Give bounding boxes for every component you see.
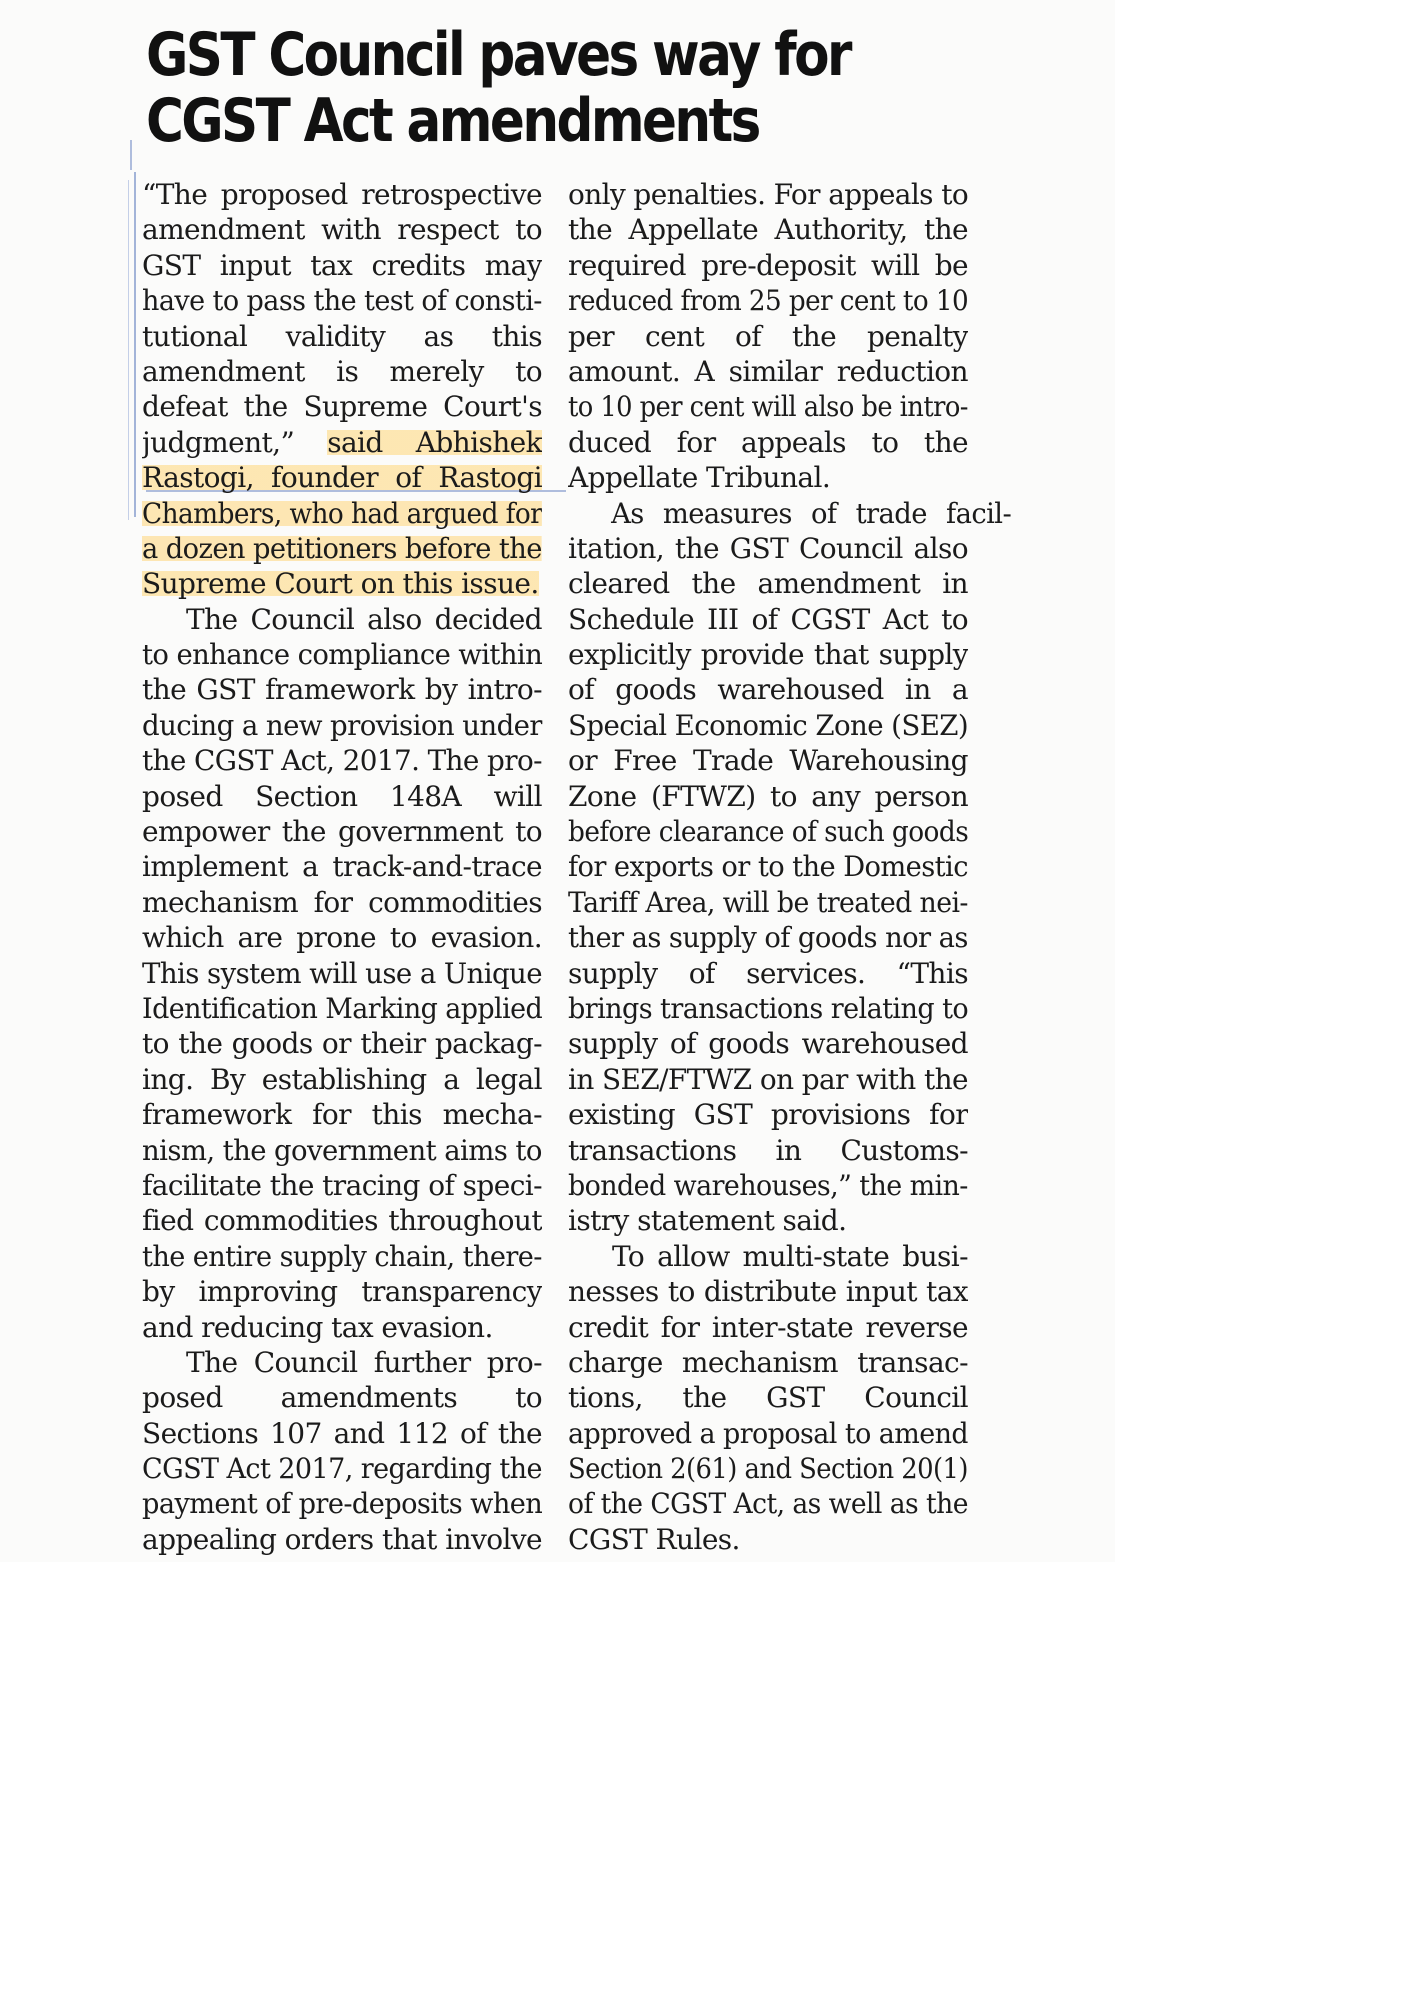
article-text-line	[568, 956, 968, 991]
article-text: The Council also decided	[186, 602, 542, 636]
article-text-line	[142, 779, 542, 814]
article-text-line	[142, 849, 542, 884]
article-text-line	[568, 1345, 968, 1380]
article-text-line	[142, 637, 542, 672]
article-text-line	[568, 814, 968, 849]
article-text-line	[142, 1416, 542, 1451]
article-text-line	[142, 531, 542, 566]
article-text-line	[142, 1522, 542, 1557]
article-text: “The proposed retrospective	[142, 178, 542, 211]
article-text-line	[568, 1522, 968, 1557]
article-text: to 10 per cent will also be intro-	[568, 390, 968, 424]
article-text: CGST Act 2017, regarding the	[142, 1452, 542, 1486]
article-text-line	[142, 1451, 542, 1486]
article-text: As measures of trade facil-	[611, 496, 1012, 530]
article-text-line	[142, 1133, 542, 1168]
pen-annotation-mark	[130, 140, 150, 170]
article-text-line	[142, 1310, 542, 1345]
article-text-line	[142, 354, 542, 389]
headline-line: CGST Act amendments	[146, 86, 759, 156]
article-text: ther as supply of goods nor as	[568, 921, 968, 955]
article-text: itation, the GST Council also	[568, 531, 968, 565]
article-text: Zone (FTWZ) to any person	[568, 779, 968, 813]
article-text-line	[568, 212, 968, 247]
article-text: which are prone to evasion.	[142, 921, 542, 955]
pen-annotation-bracket	[134, 172, 142, 517]
article-text: empower the government to	[142, 815, 542, 849]
highlighted-text: said Abhishek	[327, 425, 542, 459]
article-text: ducing a new provision under	[142, 708, 543, 742]
article-text: Sections 107 and 112 of the	[142, 1416, 542, 1450]
article-text: required pre-deposit will be	[568, 248, 968, 282]
article-text: the entire supply chain, there-	[142, 1239, 542, 1273]
article-text-line	[142, 1239, 542, 1274]
article-text: brings transactions relating to	[568, 991, 969, 1025]
article-text: appealing orders that involve	[142, 1522, 542, 1556]
article-text-line	[568, 1062, 968, 1097]
article-text-line	[568, 425, 968, 460]
article-text: facilitate the tracing of speci-	[142, 1168, 542, 1202]
article-text-line	[142, 1062, 542, 1097]
article-text-line	[568, 708, 968, 743]
article-text: payment of pre-deposits when	[142, 1487, 543, 1521]
article-text-line	[142, 672, 542, 707]
article-text-line	[568, 1310, 968, 1345]
article-text-line	[142, 1274, 542, 1309]
article-text-line	[568, 779, 968, 814]
article-text-line	[568, 1486, 968, 1521]
article-text: judgment,”	[142, 425, 295, 459]
article-text: ing. By establishing a legal	[142, 1062, 542, 1096]
article-text: only penalties. For appeals to	[568, 178, 969, 211]
article-text: istry statement said.	[568, 1204, 847, 1238]
article-text-line	[142, 460, 542, 495]
article-text: Schedule III of CGST Act to	[568, 602, 968, 636]
article-text: This system will use a Unique	[142, 956, 543, 990]
article-text-line	[568, 566, 968, 601]
article-text-line	[142, 814, 542, 849]
article-text-line	[568, 991, 968, 1026]
article-text: implement a track-and-trace	[142, 850, 542, 884]
article-text: the GST framework by intro-	[142, 673, 542, 707]
article-headline	[146, 22, 1046, 154]
article-text-line	[142, 1203, 542, 1238]
article-text: Identification Marking applied	[142, 991, 543, 1025]
article-text: Tariff Area, will be treated nei-	[568, 885, 968, 919]
article-text-line	[568, 460, 968, 495]
article-text: reduced from 25 per cent to 10	[568, 284, 969, 318]
article-text-line	[568, 389, 968, 424]
article-text-line	[142, 177, 542, 212]
article-text: charge mechanism transac-	[568, 1345, 968, 1379]
article-text: by improving transparency	[142, 1275, 542, 1309]
article-text: GST input tax credits may	[142, 248, 542, 282]
article-text: to enhance compliance within	[142, 638, 543, 672]
article-text-line	[568, 1239, 968, 1274]
article-text: existing GST provisions for	[568, 1098, 968, 1132]
article-text: supply of services. “This	[568, 956, 968, 990]
pen-annotation-bracket	[128, 180, 133, 520]
article-text: amount. A similar reduction	[568, 354, 968, 388]
article-text-line	[568, 248, 968, 283]
article-text-line	[142, 1097, 542, 1132]
article-text-line	[142, 566, 542, 601]
article-text-line	[568, 1026, 968, 1061]
article-text-line	[142, 283, 542, 318]
article-text: the CGST Act, 2017. The pro-	[142, 744, 542, 778]
article-text-line	[142, 920, 542, 955]
article-text-line	[568, 1274, 968, 1309]
article-text-line	[568, 1203, 968, 1238]
article-text: framework for this mecha-	[142, 1098, 542, 1132]
highlighted-text: Supreme Court on this issue.	[142, 567, 539, 601]
article-text: supply of goods warehoused	[568, 1027, 968, 1061]
article-text-line	[142, 708, 542, 743]
article-text: per cent of the penalty	[568, 319, 968, 353]
article-text: nism, the government aims to	[142, 1133, 542, 1167]
article-text-line	[568, 177, 968, 212]
article-text-line	[568, 1451, 968, 1486]
article-text-line	[142, 1380, 542, 1415]
article-text: in SEZ/FTWZ on par with the	[568, 1062, 968, 1096]
article-text: and reducing tax evasion.	[142, 1310, 493, 1344]
article-text-line	[142, 743, 542, 778]
article-text-line	[568, 885, 968, 920]
article-text: for exports or to the Domestic	[568, 850, 968, 884]
article-text-line	[568, 1416, 968, 1451]
article-text: have to pass the test of consti-	[142, 284, 542, 318]
article-text-line	[568, 354, 968, 389]
article-text: or Free Trade Warehousing	[568, 744, 968, 778]
article-text: tions, the GST Council	[568, 1381, 968, 1415]
article-text: cleared the amendment in	[568, 567, 968, 601]
article-text-line	[142, 1486, 542, 1521]
article-text-line	[142, 248, 542, 283]
article-text: amendment is merely to	[142, 354, 542, 388]
headline-line: GST Council paves way for	[146, 20, 850, 90]
article-text: credit for inter-state reverse	[568, 1310, 968, 1344]
article-text: the Appellate Authority, the	[568, 213, 968, 247]
article-text-line	[568, 319, 968, 354]
article-column-right	[568, 177, 1012, 1557]
article-text: The Council further pro-	[186, 1345, 542, 1379]
article-text-line	[142, 319, 542, 354]
article-text: approved a proposal to amend	[568, 1416, 969, 1450]
article-text-line	[568, 496, 1011, 531]
article-text: fied commodities throughout	[142, 1204, 542, 1238]
highlighted-text: Chambers, who had argued for	[142, 496, 543, 530]
article-text-line	[142, 1345, 542, 1380]
article-text-line	[568, 602, 968, 637]
article-text: transactions in Customs-	[568, 1133, 968, 1167]
article-text-line	[568, 1133, 968, 1168]
article-text: of goods warehoused in a	[568, 673, 968, 707]
article-text: to the goods or their packag-	[142, 1027, 542, 1061]
article-text-line	[142, 991, 542, 1026]
article-text-line	[142, 956, 542, 991]
article-text: nesses to distribute input tax	[568, 1275, 968, 1309]
article-text-line	[568, 849, 968, 884]
article-text-line	[568, 672, 968, 707]
article-text: defeat the Supreme Court's	[142, 390, 542, 424]
article-text-line	[568, 743, 968, 778]
article-text-line	[142, 389, 542, 424]
article-text-line	[142, 1168, 542, 1203]
article-text: of the CGST Act, as well as the	[568, 1487, 968, 1521]
article-text: duced for appeals to the	[568, 425, 968, 459]
article-text-line	[568, 637, 968, 672]
article-text-line	[142, 496, 542, 531]
article-text-line	[142, 425, 542, 460]
article-text: posed amendments to	[142, 1381, 542, 1415]
highlighted-text: Rastogi, founder of Rastogi	[142, 461, 542, 495]
article-text-line	[568, 920, 968, 955]
article-text-line	[142, 212, 542, 247]
article-text-line	[142, 602, 542, 637]
article-text-line	[568, 1097, 968, 1132]
article-text-line	[568, 1168, 968, 1203]
article-text: before clearance of such goods	[568, 815, 969, 849]
article-text: mechanism for commodities	[142, 885, 542, 919]
article-text: posed Section 148A will	[142, 779, 542, 813]
article-text-line	[568, 1380, 968, 1415]
article-text: tutional validity as this	[142, 319, 542, 353]
article-column-left	[142, 177, 542, 1557]
article-text-line	[142, 885, 542, 920]
article-text: Section 2(61) and Section 20(1)	[568, 1452, 968, 1486]
article-text-line	[142, 1026, 542, 1061]
article-text: CGST Rules.	[568, 1522, 740, 1556]
article-text-line	[568, 283, 968, 318]
article-text: bonded warehouses,” the min-	[568, 1168, 968, 1202]
article-text: To allow multi-state busi-	[612, 1239, 968, 1273]
article-text: amendment with respect to	[142, 213, 542, 247]
highlighted-text: a dozen petitioners before the	[142, 531, 542, 565]
article-text-line	[568, 531, 968, 566]
article-text: Special Economic Zone (SEZ)	[568, 708, 969, 742]
article-text: explicitly provide that supply	[568, 638, 968, 672]
article-text: Appellate Tribunal.	[568, 461, 831, 495]
